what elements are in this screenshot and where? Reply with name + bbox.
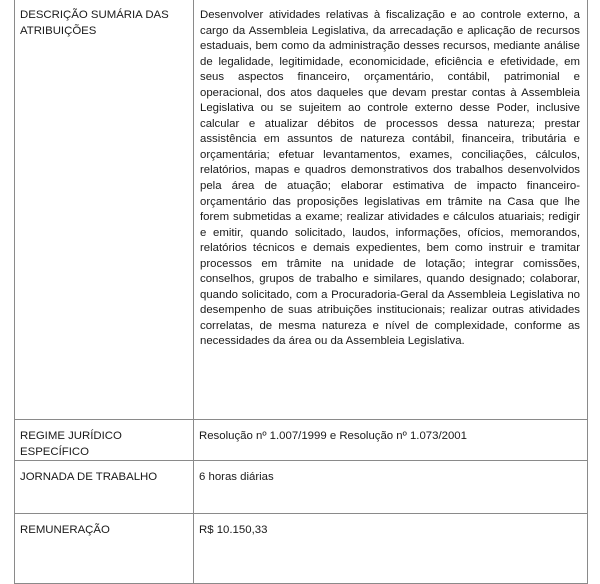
row-value-remuneracao: R$ 10.150,33 — [194, 514, 588, 584]
table-row-descricao — [15, 0, 588, 420]
row-label-remuneracao: REMUNERAÇÃO — [15, 514, 194, 584]
row-value-descricao — [194, 0, 588, 420]
row-value-regime: Resolução nº 1.007/1999 e Resolução nº 1.073/2001 — [194, 420, 588, 461]
table-row-regime — [15, 420, 588, 461]
row-label-jornada: JORNADA DE TRABALHO — [15, 461, 194, 514]
table-row-remuneracao — [15, 514, 588, 584]
table-row-jornada — [15, 461, 588, 514]
row-label-descricao: DESCRIÇÃO SUMÁRIA DAS ATRIBUIÇÕES — [15, 0, 194, 420]
row-label-regime: REGIME JURÍDICO ESPECÍFICO — [15, 420, 194, 461]
job-description-table — [14, 0, 588, 584]
descricao-text: Desenvolver atividades relativas à fiscalização e ao controle externo, a cargo da Assembleia Legislativa, da arrecadação e aplicação de recursos estaduais, bem como da administração desses recursos, mediante análise de legalidade, legitimidade, economicidade, eficiência e efetividade, em seus aspectos financeiro, orçamentário, contábil, patrimonial e operacional, dos atos daqueles que devam prestar contas à Assembleia Legislativa ou se sujeitem ao controle externo desse Poder, inclusive calcular e atualizar débitos de processos dessa natureza; prestar assistência em assuntos de natureza contábil, financeira, tributária e orçamentária; efetuar levantamentos, exames, conciliações, cálculos, relatórios, mapas e quadros demonstrativos dos trabalhos desenvolvidos pela área de atuação; elaborar estimativa de impacto financeiro-orçamentário das proposições legislativas em trâmite na Casa que lhe forem submetidas a exame; realizar atividades e cálculos atuariais; redigir e emitir, quando solicitado, laudos, informações, ofícios, memorandos, relatórios técnicos e demais expedientes, bem como instruir e tramitar processos em trâmite na unidade de lotação; integrar comissões, conselhos, grupos de trabalho e similares, quando designado; colaborar, quando solicitado, com a Procuradoria-Geral da Assembleia Legislativa no desempenho de suas atribuições institucionais; realizar outras atividades correlatas, de mesma natureza e nível de complexidade, conforme as necessidades da área ou da Assembleia Legislativa. — [200, 9, 580, 348]
row-value-jornada: 6 horas diárias — [194, 461, 588, 514]
